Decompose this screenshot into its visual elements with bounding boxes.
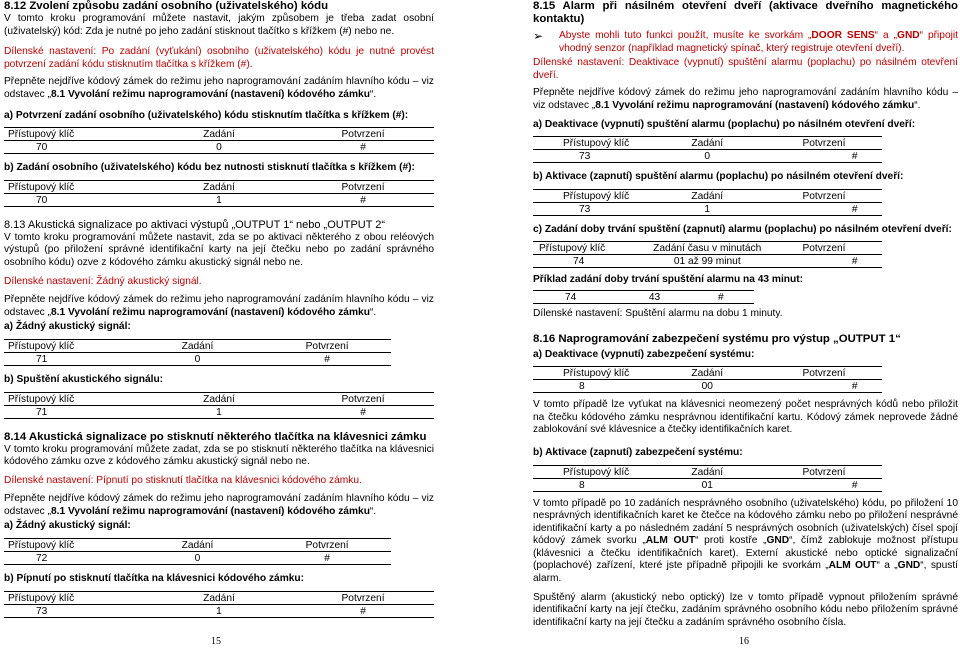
code-table: Přístupový klíč Zadání Potvrzení 8 01 # xyxy=(533,465,882,492)
paragraph: Spuštěný alarm (akustický nebo optický) lze v tomto případě vypnout přiložením správné identifikační karty na její čtečku, zadáním správného osobního kódu nebo přiložením správné identifikační karty na její čtečku a zadáním správného osobního čísla. xyxy=(533,591,958,628)
page-number: 16 xyxy=(739,636,749,647)
paragraph: V tomto kroku programování můžete zadat, zda se po stisknutí některého tlačítka na klávesnici kódového zámku ozve z kódového zámku akustický signál nebo ne. xyxy=(4,443,434,468)
code-table: Přístupový klíč Zadání Potvrzení 73 1 # xyxy=(533,189,882,216)
option-a-heading: a) Žádný akustický signál: xyxy=(4,321,131,333)
option-b-heading: b) Aktivace (zapnutí) spuštění alarmu (poplachu) po násilném otevření dveří: xyxy=(533,171,904,183)
section-title: 8.16 Naprogramování zabezpečení systému pro výstup „OUTPUT 1“ xyxy=(533,332,901,345)
option-b-heading: b) Aktivace (zapnutí) zabezpečení systému: xyxy=(533,446,743,458)
pointer-icon: ➢ xyxy=(533,29,544,43)
default-setting: Dílenské nastavení: Pípnutí po stisknutí tlačítka na klávesnici kódového zámku. xyxy=(4,474,362,486)
section-title: 8.14 Akustická signalizace po stisknutí některého tlačítka na klávesnici zámku xyxy=(4,430,427,443)
example-heading: Příklad zadání doby trvání spuštění alarmu na 43 minut: xyxy=(533,274,804,286)
section-title: 8.15 Alarm při násilném otevření dveří (aktivace dveřního magnetického kontaktu) xyxy=(533,0,958,25)
option-b-heading: b) Pípnutí po stisknutí tlačítka na klávesnici kódového zámku: xyxy=(4,573,305,585)
switch-instruction: Přepněte nejdříve kódový zámek do režimu jeho naprogramování zadáním hlavního kódu – viz odstavec „8.1 Vyvolání režimu naprogramování (nastavení) kódového zámku“. xyxy=(533,87,958,111)
paragraph: V tomto případě po 10 zadáních nesprávného osobního (uživatelského) kódu, po přiložení 10 nesprávných identifikačních karet ke čtečce na kódového zámku nebo po přiložení nesprávné identifikační karty a po následném zadání 5 nesprávných osobních (uživatelských) čísel spojí kódový zámek svorku „ALM OUT“ proti kostře „GND“, čímž zablokuje možnost přístupu (klávesnici a čtečku identifikačních karet). Externí akustické nebo optické signalizační (poplachové) zařízení, které jste případně připojili ke svorkám „ALM OUT“ a „GND“, spustí alarm. xyxy=(533,497,959,585)
code-table: Přístupový klíč Zadání Potvrzení 73 1 # xyxy=(4,591,434,618)
switch-instruction: Přepněte nejdříve kódový zámek do režimu jeho naprogramování zadáním hlavního kódu – viz odstavec „8.1 Vyvolání režimu naprogramování (nastavení) kódového zámku“. xyxy=(4,294,434,318)
option-a-heading: a) Deaktivace (vypnutí) zabezpečení systému: xyxy=(533,348,755,360)
switch-instruction: Přepněte nejdříve kódový zámek do režimu jeho naprogramování zadáním hlavního kódu – viz odstavec „8.1 Vyvolání režimu naprogramování (nastavení) kódového zámku“. xyxy=(4,76,434,100)
code-table: Přístupový klíč Zadání Potvrzení 71 0 # xyxy=(4,339,391,366)
option-c-heading: c) Zadání doby trvání spuštění (zapnutí) alarmu (poplachu) po násilném otevření dveří: xyxy=(533,223,952,235)
code-table: Přístupový klíč Zadání Potvrzení 70 0 # xyxy=(4,127,434,154)
option-a-heading: a) Potvrzení zadání osobního (uživatelského) kódu stisknutím tlačítka s křížkem (#): xyxy=(4,109,409,121)
result-text: Dílenské nastavení: Spuštění alarmu na dobu 1 minuty. xyxy=(533,307,783,319)
option-b-heading: b) Zadání osobního (uživatelského) kódu bez nutnosti stisknutí tlačítka s křížkem (#): xyxy=(4,162,415,174)
option-b-heading: b) Spuštění akustického signálu: xyxy=(4,373,164,385)
default-setting: Dílenské nastavení: Po zadání (vyťukání) osobního (uživatelského) kódu je nutné provést potvrzení zadání kódu stisknutím tlačítka s křížkem (#). xyxy=(4,46,434,70)
code-table: Přístupový klíč Zadání Potvrzení 8 00 # xyxy=(533,366,882,393)
default-setting: Dílenské nastavení: Žádný akustický signál. xyxy=(4,275,202,287)
right-page xyxy=(533,0,958,629)
paragraph: V tomto případě lze vyťukat na klávesnici neomezený počet nesprávných kódů nebo přiložit na čtečku kódového zámku nesprávnou identifikační kartu. Kódový zámek neprovede žádné zablokování své klávesnice a čtečky identifikačních karet. xyxy=(533,399,958,436)
note-text: Abyste mohli tuto funkci použít, musíte ke svorkám „DOOR SENS“ a „GND“ připojit vhodný senzor (například magnetický spínač, který registruje otevření dveří). xyxy=(559,30,958,54)
section-title: 8.13 Akustická signalizace po aktivaci výstupů „OUTPUT 1“ nebo „OUTPUT 2“ xyxy=(4,218,386,231)
code-table: Přístupový klíč Zadání Potvrzení 73 0 # xyxy=(533,136,882,163)
default-setting: Dílenské nastavení: Deaktivace (vypnutí) spuštění alarmu (poplachu) po násilném otevření dveří. xyxy=(533,57,958,81)
switch-instruction: Přepněte nejdříve kódový zámek do režimu jeho naprogramování zadáním hlavního kódu – viz odstavec „8.1 Vyvolání režimu naprogramování (nastavení) kódového zámku“. xyxy=(4,493,434,517)
paragraph: V tomto kroku programování můžete nastavit, zda se po aktivaci některého z obou reléových výstupů (po přiložení správné identifikační karty na její čtečku nebo po zadání správného osobního kódu) ozve z kódového zámku akustický signál nebo ne. xyxy=(4,231,434,268)
code-table: Přístupový klíč Zadání Potvrzení 71 1 # xyxy=(4,392,434,419)
option-a-heading: a) Žádný akustický signál: xyxy=(4,520,131,532)
code-table: Přístupový klíč Zadání času v minutách Potvrzení 74 01 až 99 minut # xyxy=(533,241,882,268)
code-table: Přístupový klíč Zadání Potvrzení 72 0 # xyxy=(4,538,391,565)
paragraph: V tomto kroku programování můžete nastavit, jakým způsobem je třeba zadat osobní (uživatelský) kód: Zda je nutné po jeho zadání stisknout tlačítko s křížkem (#) nebo ne. xyxy=(4,13,434,37)
left-page xyxy=(4,0,434,618)
code-table: Přístupový klíč Zadání Potvrzení 70 1 # xyxy=(4,180,434,207)
note xyxy=(533,30,958,55)
code-table: 74 43 # xyxy=(533,290,754,304)
option-a-heading: a) Deaktivace (vypnutí) spuštění alarmu (poplachu) po násilném otevření dveří: xyxy=(533,118,916,130)
page-number: 15 xyxy=(211,636,221,647)
section-title: 8.12 Zvolení způsobu zadání osobního (uživatelského) kódu xyxy=(4,0,329,12)
